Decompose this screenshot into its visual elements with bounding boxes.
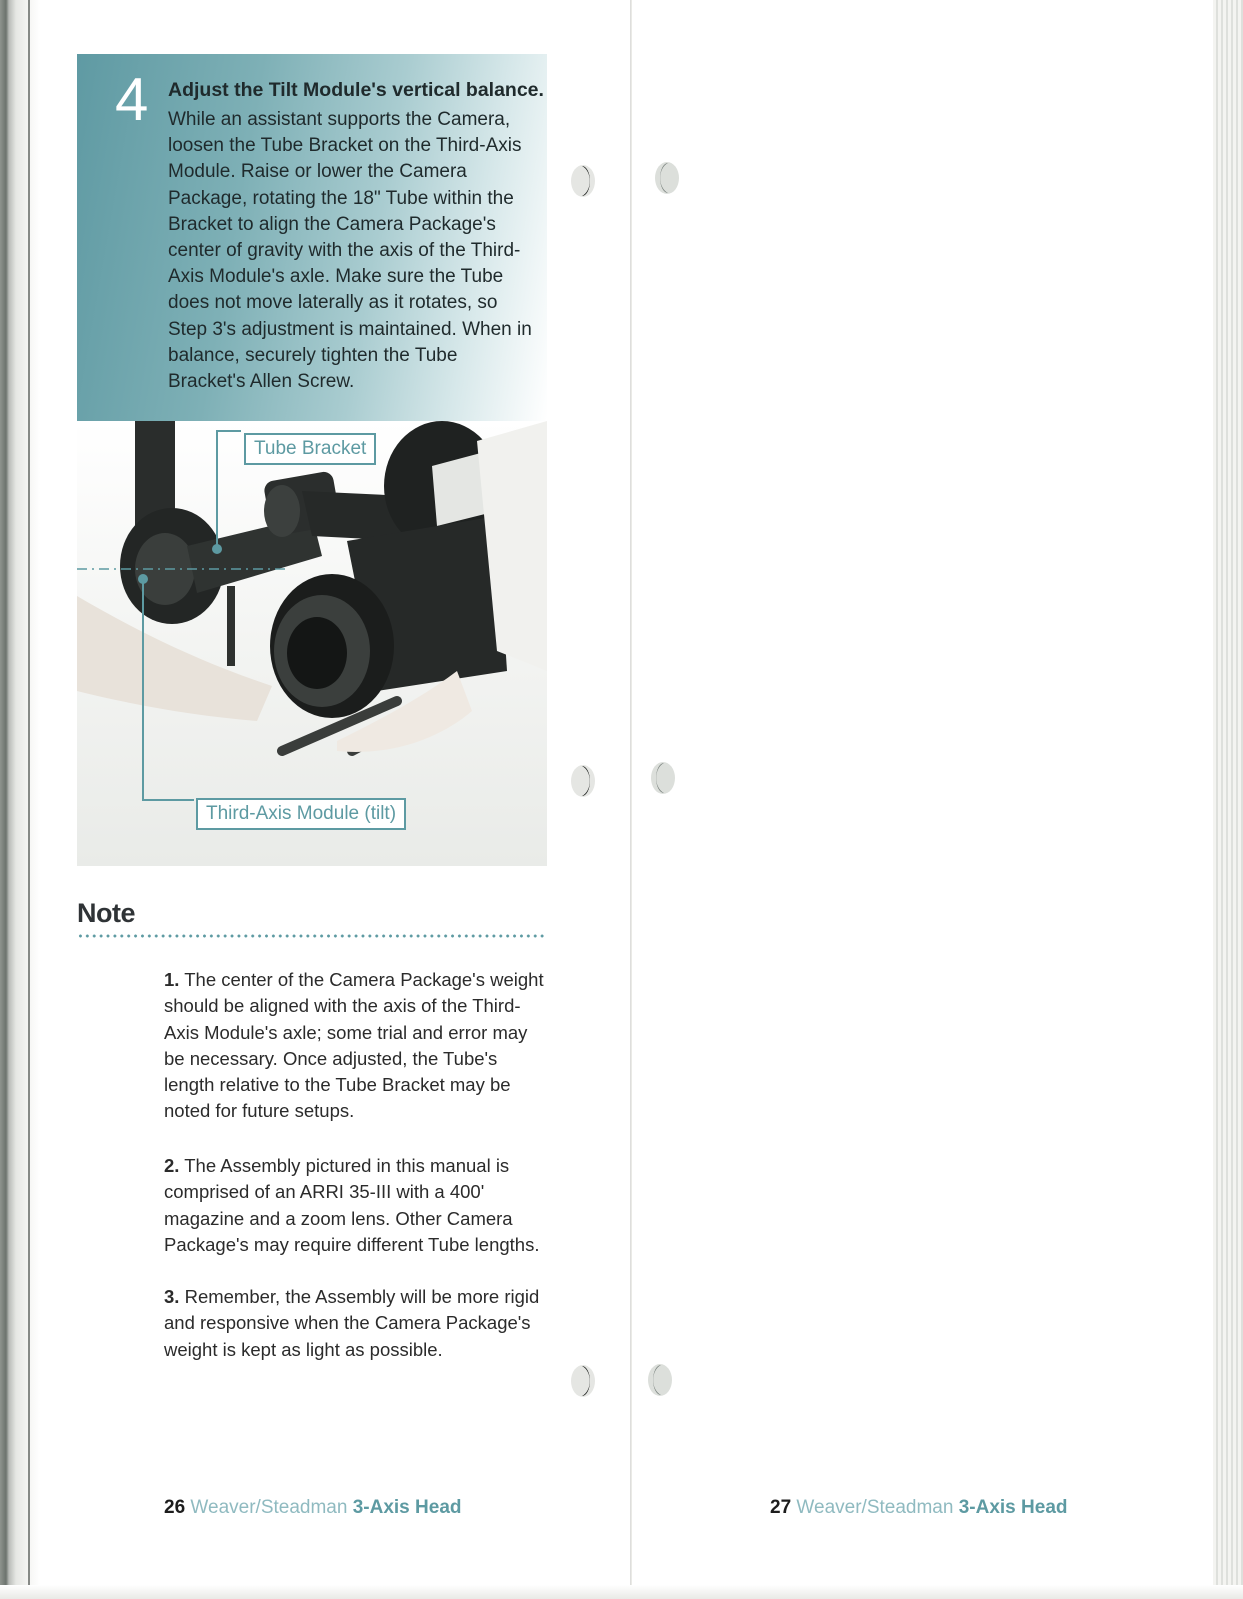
page-stack-edge — [1213, 0, 1243, 1599]
publisher-name: Weaver/Steadman — [796, 1497, 954, 1518]
page-bottom-edge — [0, 1585, 1243, 1599]
note-item-number: 1. — [164, 969, 180, 990]
binder-hole-icon — [648, 760, 678, 796]
product-name: 3-Axis Head — [958, 1497, 1068, 1518]
callout-third-axis-module: Third-Axis Module (tilt) — [196, 798, 406, 830]
binder-hole-icon — [652, 160, 682, 196]
note-item-text: The center of the Camera Package's weight should be aligned with the axis of the Third-Axis Module's axle; some trial and error may be necessary. Once adjusted, the Tube's length relative to the Tube Bracket may be noted for future setups. — [164, 969, 544, 1122]
note-item-text: The Assembly pictured in this manual is comprised of an ARRI 35-III with a 400' magazine and a zoom lens. Other Camera Package's may require different Tube lengths. — [164, 1155, 540, 1255]
note-item-text: Remember, the Assembly will be more rigid and responsive when the Camera Package's weight is kept as light as possible. — [164, 1286, 540, 1360]
binder-hole-icon — [568, 763, 598, 799]
note-item-number: 2. — [164, 1155, 180, 1176]
publisher-name: Weaver/Steadman — [190, 1497, 348, 1518]
footer-left — [164, 1497, 462, 1519]
step-number: 4 — [115, 66, 149, 133]
binder-hole-icon — [568, 1363, 598, 1399]
page-number: 26 — [164, 1497, 186, 1518]
dotted-divider — [77, 934, 547, 938]
footer-right — [770, 1497, 1068, 1519]
step-body: While an assistant supports the Camera, loosen the Tube Bracket on the Third-Axis Module. Raise or lower the Camera Package, rotating the 18" Tube within the Bracket to align the Camera Package's center of gravity with the axis of the Third-Axis Module's axle. Make sure the Tube does not move laterally as it rotates, so Step 3's adjustment is maintained. When in balance, securely tighten the Tube Bracket's Allen Screw. — [168, 109, 532, 393]
note-item — [164, 1284, 550, 1363]
binder-hole-icon — [568, 163, 598, 199]
callout-tube-bracket: Tube Bracket — [244, 433, 376, 465]
note-title: Note — [77, 898, 135, 928]
note-item — [164, 967, 550, 1125]
product-name: 3-Axis Head — [352, 1497, 462, 1518]
step-heading: Adjust the Tilt Module's vertical balance. — [168, 79, 544, 101]
page-divider — [630, 0, 632, 1590]
binding-edge — [0, 0, 40, 1599]
note-item-number: 3. — [164, 1286, 180, 1307]
page-number: 27 — [770, 1497, 792, 1518]
note-item — [164, 1153, 550, 1258]
binder-hole-icon — [645, 1362, 675, 1398]
